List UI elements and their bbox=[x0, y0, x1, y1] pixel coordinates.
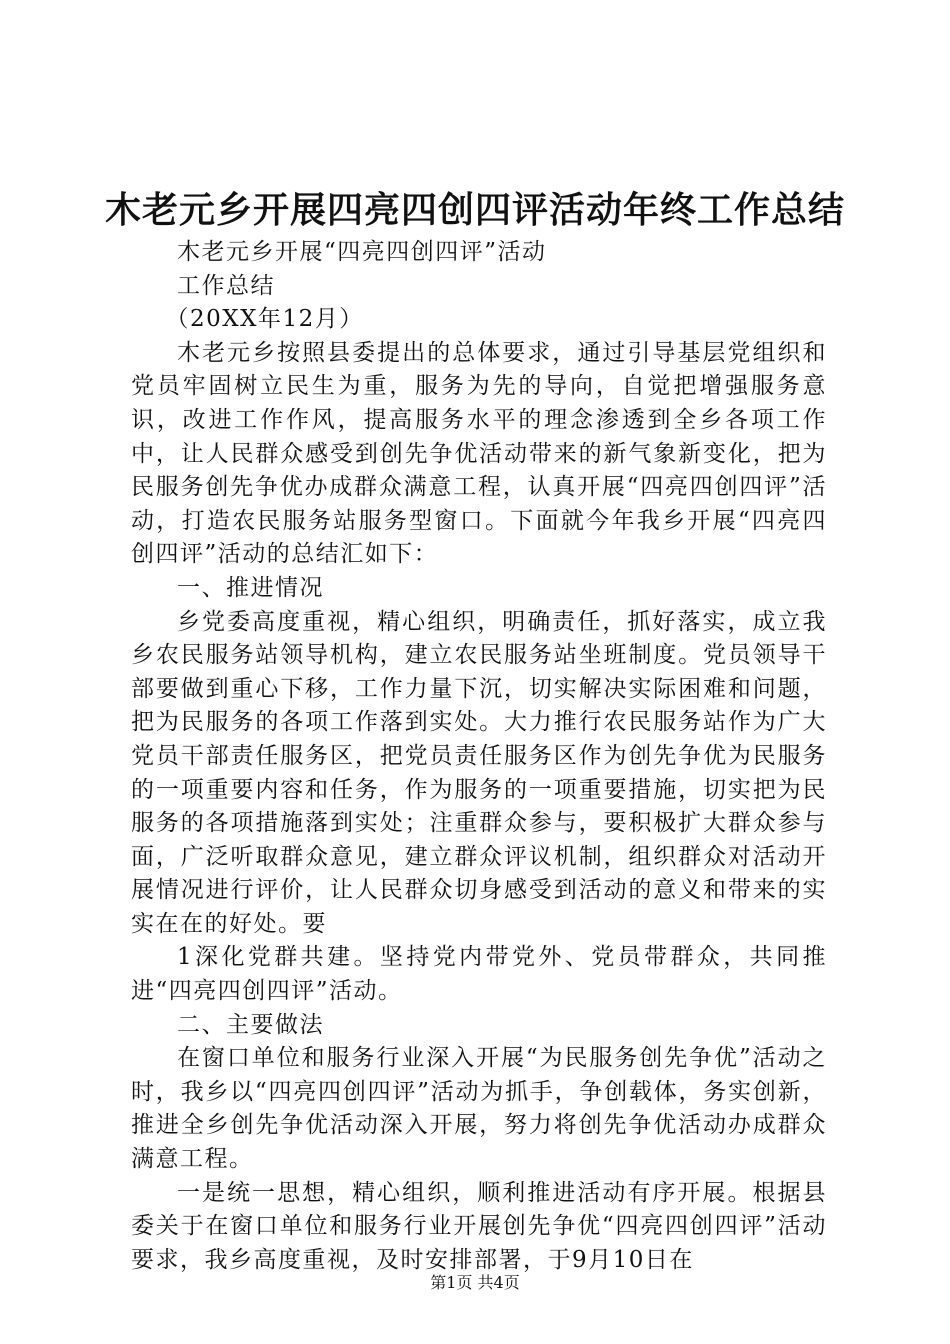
document-title: 木老元乡开展四亮四创四评活动年终工作总结 bbox=[104, 190, 845, 231]
page-indicator: 第1页 共4页 bbox=[430, 1273, 520, 1292]
subtitle-line-2: 工作总结 bbox=[177, 272, 275, 299]
paragraph-method-1: 一是统一思想，精心组织，顺利推进活动有序开展。根据县委关于在窗口单位和服务行业开展创先争优“四亮四创四评”活动要求，我乡高度重视，及时安排部署，于9月10日在 bbox=[131, 1179, 827, 1273]
paragraph-progress: 乡党委高度重视，精心组织，明确责任，抓好落实，成立我乡农民服务站领导机构，建立农民服务站坐班制度。党员领导干部要做到重心下移，工作力量下沉，切实解决实际困难和问题，把为民服务的各项工作落到实处。大力推行农民服务站作为广大党员干部责任服务区，把党员责任服务区作为创先争优为民服务的一项重要内容和任务，作为服务的一项重要措施，切实把为民服务的各项措施落到实处；注重群众参与，要积极扩大群众参与面，广泛听取群众意见，建立群众评议机制，组织群众对活动开展情况进行评价，让人民群众切身感受到活动的意义和带来的实实在在的好处。要 bbox=[131, 608, 827, 937]
date-line: （20XX年12月） bbox=[165, 306, 364, 333]
section-heading-1: 一、推进情况 bbox=[177, 574, 324, 601]
paragraph-party-building: 1深化党群共建。坚持党内带党外、党员带群众，共同推进“四亮四创四评”活动。 bbox=[131, 944, 827, 1005]
subtitle-line-1: 木老元乡开展“四亮四创四评”活动 bbox=[177, 239, 547, 265]
paragraph-intro: 木老元乡按照县委提出的总体要求，通过引导基层党组织和党员牢固树立民生为重，服务为先的导向，自觉把增强服务意识，改进工作作风，提高服务水平的理念渗透到全乡各项工作中，让人民群众感受到创先争优活动带来的新气象新变化，把为民服务创先争优办成群众满意工程，认真开展“四亮四创四评”活动，打造农民服务站服务型窗口。下面就今年我乡开展“四亮四创四评”活动的总结汇如下： bbox=[131, 339, 827, 568]
document-body bbox=[131, 236, 827, 1277]
section-heading-2: 二、主要做法 bbox=[177, 1011, 324, 1038]
paragraph-methods: 在窗口单位和服务行业深入开展“为民服务创先争优”活动之时，我乡以“四亮四创四评”活动为抓手，争创载体，务实创新，推进全乡创先争优活动深入开展，努力将创先争优活动办成群众满意工程。 bbox=[131, 1045, 827, 1173]
